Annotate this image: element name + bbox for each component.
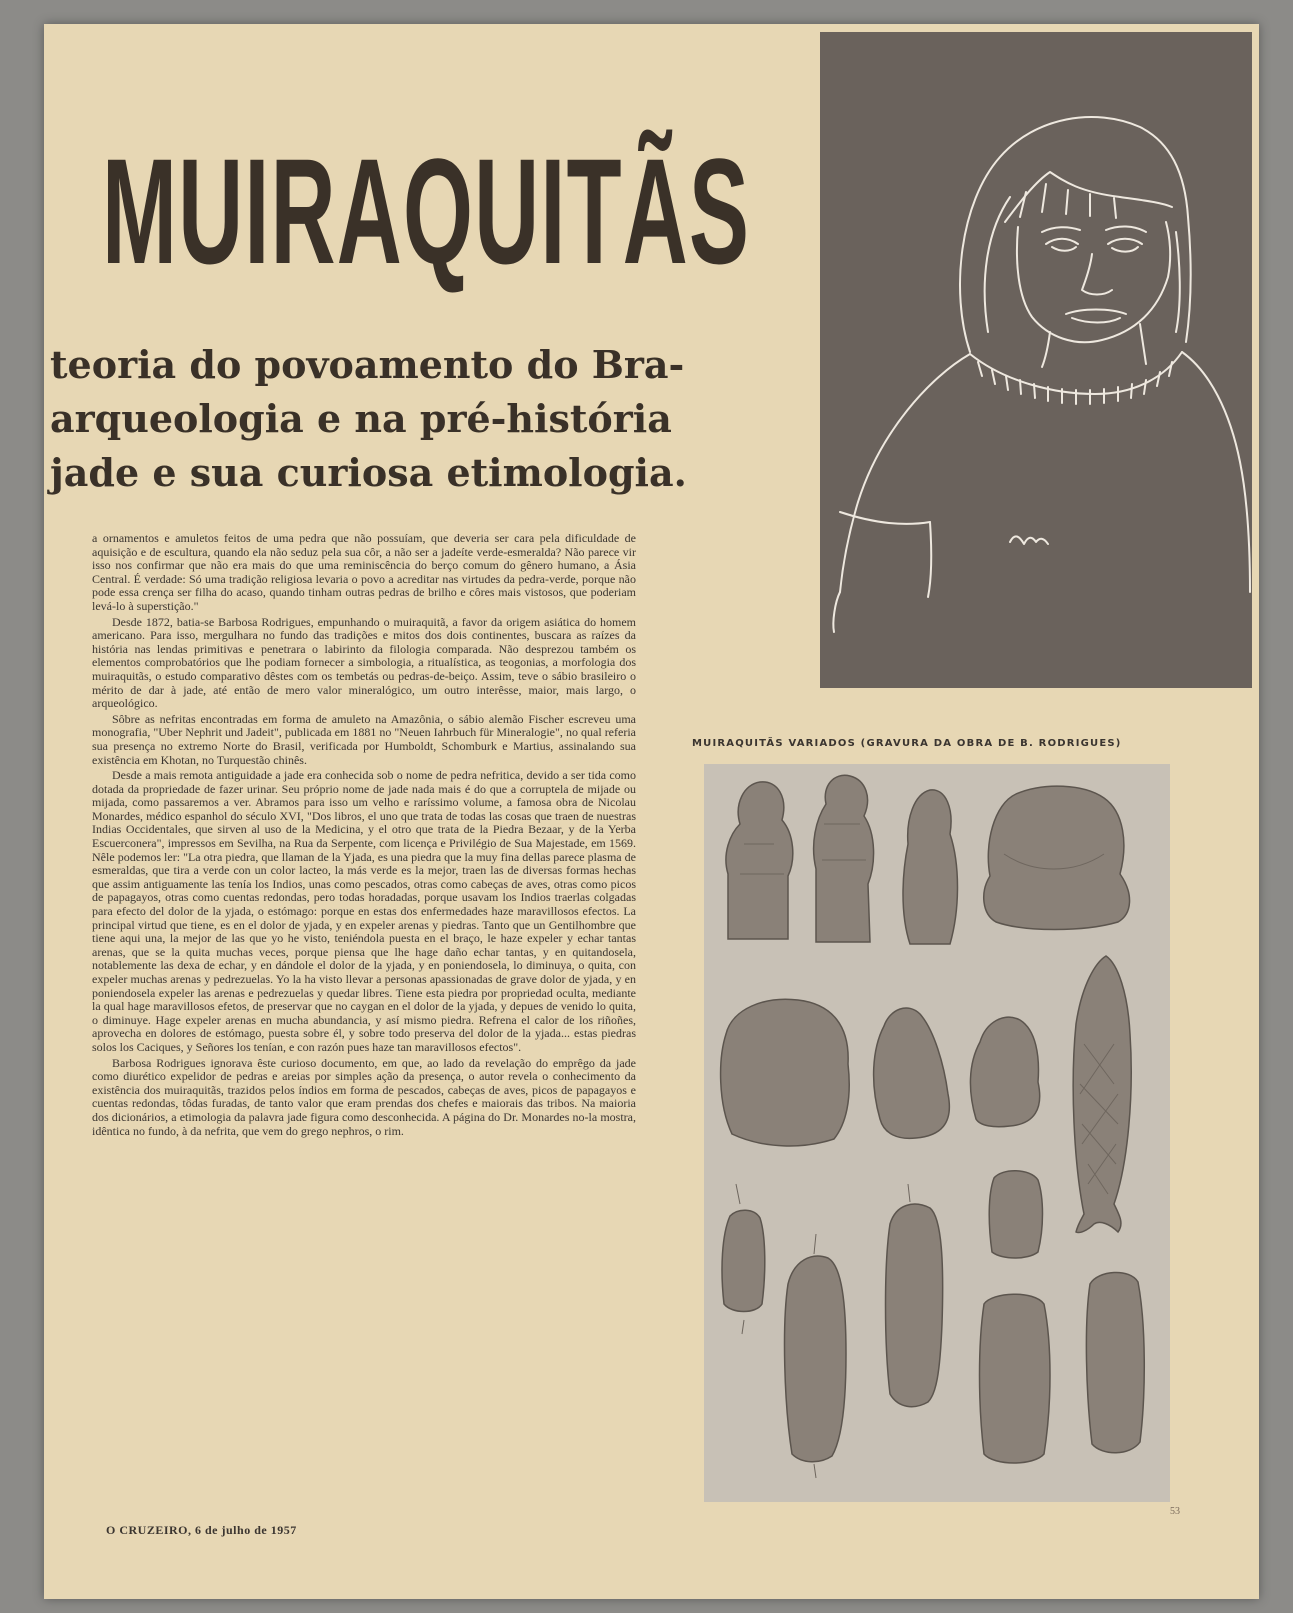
illustration-caption: MUIRAQUITÃS VARIADOS (GRAVURA DA OBRA DE B. RODRIGUES) [692, 738, 1122, 749]
figurine-3 [903, 790, 958, 944]
paragraph-1: a ornamentos e amuletos feitos de uma pedra que não possuíam, que deveria ser cara pela dificuldade de aquisição e de escultura, quando ela não seduz pela sua côr, a não ser a jadeíte verde-esmeralda? Não parece vir isso nos confirmar que não era mais do que uma reminiscência do berço comum do gênero humano, a Ásia Central. É verdade: Só uma tradição religiosa levaria o povo a acreditar nas virtudes da pedra-verde, porque não pode essa crença ser filha do acaso, quando tinham outras pedras de brilho e côres mais vistosos, que poderiam levá-lo à superstição." [92, 532, 636, 613]
bead-2 [785, 1256, 846, 1462]
article-body [92, 532, 636, 1512]
figurine-5 [721, 999, 850, 1146]
paragraph-4: Desde a mais remota antiguidade a jade era conhecida sob o nome de pedra nefritica, devido a ser tida como dotada da propriedade de fazer urinar. Seu próprio nome de jade nada mais é do que a corruptela de mijade ou mijada, como passaremos a ver. Abramos para isso um velho e raríssimo volume, a famosa obra de Nicolau Monardes, médico espanhol do século XVI, "Dos libros, el uno que trata de todas las cosas que traen de nuestras Indias Occidentales, que sirven al uso de la Medicina, y el otro que trata de la Piedra Bezaar, y de la Yerba Escuerconera", impressos em Sevilha, na Rua da Serpente, com licença e Privilégio de Sua Majestade, em 1569. Nêle podemos ler: "La otra piedra, que llaman de la Yjada, es una piedra que la muy fina dellas parece plasma de esmeraldas, que tira a verde con un color lacteo, la más verde es la mejor, traen las de diversas formas hechas que assim antiguamente las tenía los Indios, unas como pescados, otras como cabeças de aves, otras como picos de papagayos, otras como cuentas redondas, pero todas horadadas, porque usavam los Indios traerlas colgadas para efecto del dolor de la yjada, o estómago: porque en estas dos enfermedades haze maravillosos efectos. La principal virtud que tiene, es en el dolor de yjada, y en expeler arenas y piedras. Tanto que un Gentilhombre que tiene aqui una, la mejor de las que yo he visto, teniéndola puesta en el braço, le haze expeler y echar tantas arenas, que se la quita muchas veces, porque piensa que lhe hage daño echar tantas, y en quitandosela, notablemente las dexa de echar, y en dándole el dolor de la yjada, y en poniendosela, lo diminuya, o quita, con expeler muchas arenas y pedrezuelas. Yo la ha visto llevar a personas apassionadas de grave dolor de yjada, y en poniendosela expeler las arenas e pedrezuelas y quedar libres. Tiene esta piedra por propriedad oculta, mediante la qual hage maravillosos efetos, de preservar que no caygan en el dolor de la yjada, y depues de venido lo quita, o diminuye. Hage expeler arenas en mucha abundancia, y así mismo piedra. Refrena el calor de los riñoñes, aprovecha en dolores de estómago, puesta sobre él, y sobre todo preserva del dolor de la yjada... estas piedras solos los Caciques, y Señores los tenían, e con razón pues haze tan maravillosos efectos". [92, 768, 636, 1054]
bead-5 [980, 1294, 1051, 1463]
fish-figurine [1073, 956, 1131, 1233]
paragraph-3: Sôbre as nefritas encontradas em forma de amuleto na Amazônia, o sábio alemão Fischer escreveu uma monografia, "Uber Nephrit und Jadeit", publicada em 1881 no "Neuen Iahrbuch für Mineralogie", no qual referia sua presença no extremo Norte do Brasil, verificada por Humboldt, Schomburk e Martius, assinalando sua existência em Khotan, no Turquestão chinês. [92, 711, 636, 767]
engraving-plate [704, 764, 1170, 1502]
bead-1 [722, 1210, 765, 1311]
paragraph-2: Desde 1872, batia-se Barbosa Rodrigues, empunhando o muiraquitã, a favor da origem asiática do homem americano. Para isso, mergulhara no fundo das tradições e mitos dos dois continentes, buscara as raízes da história nas lendas primitivas e penetrara o labirinto da filologia comparada. Não desprezou também os elementos comprobatórios que lhe podiam fornecer a simbologia, a ritualística, as teogonias, a morfologia dos muiraquitãs, o estudo comparativo dêstes com os tembetás ou pedras-de-beiço. Assim, teve o sábio brasileiro o mérito de dar à jade, até então de mero valor mineralógico, um outro interêsse, maior, mais largo, o arqueológico. [92, 614, 636, 711]
page-number: 53 [1170, 1506, 1180, 1517]
figurine-frog [984, 786, 1130, 929]
figurine-6 [874, 1008, 950, 1138]
subtitle-line-1: teoria do povoamento do Bra- [50, 342, 685, 387]
figurine-2 [814, 775, 874, 942]
figurine-1 [726, 782, 793, 939]
article-subtitle [50, 338, 820, 500]
figurine-7 [970, 1017, 1039, 1126]
paragraph-5: Barbosa Rodrigues ignorava êste curioso documento, em que, ao lado da revelação do emprêgo da jade como diurético expelidor de pedras e areias por simples ação da presença, o autor revela o conhecimento da existência dos muiraquitãs, trazidos pelos índios em forma de pescados, cabeças de aves, picos de papagayos e cuentas redondas, tôdas furadas, de tanto valor que eram prendas dos chefes e maiorais das tribos. Na maioria dos dicionários, a etimologia da palavra jade figura como desconhecida. A página do Dr. Monardes no-la mostra, idêntica no fundo, à da nefrita, que vem do grego nephros, o rim. [92, 1055, 636, 1138]
bead-3 [886, 1204, 943, 1407]
article-title: MUIRAQUITÃS [102, 127, 751, 295]
bead-6 [1086, 1272, 1144, 1452]
portrait-drawing [820, 32, 1252, 688]
footer-credit: O CRUZEIRO, 6 de julho de 1957 [106, 1523, 297, 1537]
subtitle-line-2: arqueologia e na pré-história [50, 396, 672, 441]
muiraquitas-engraving [704, 764, 1170, 1502]
bead-4 [989, 1171, 1042, 1258]
portrait-illustration [820, 32, 1252, 688]
subtitle-line-3: jade e sua curiosa etimologia. [50, 450, 687, 495]
